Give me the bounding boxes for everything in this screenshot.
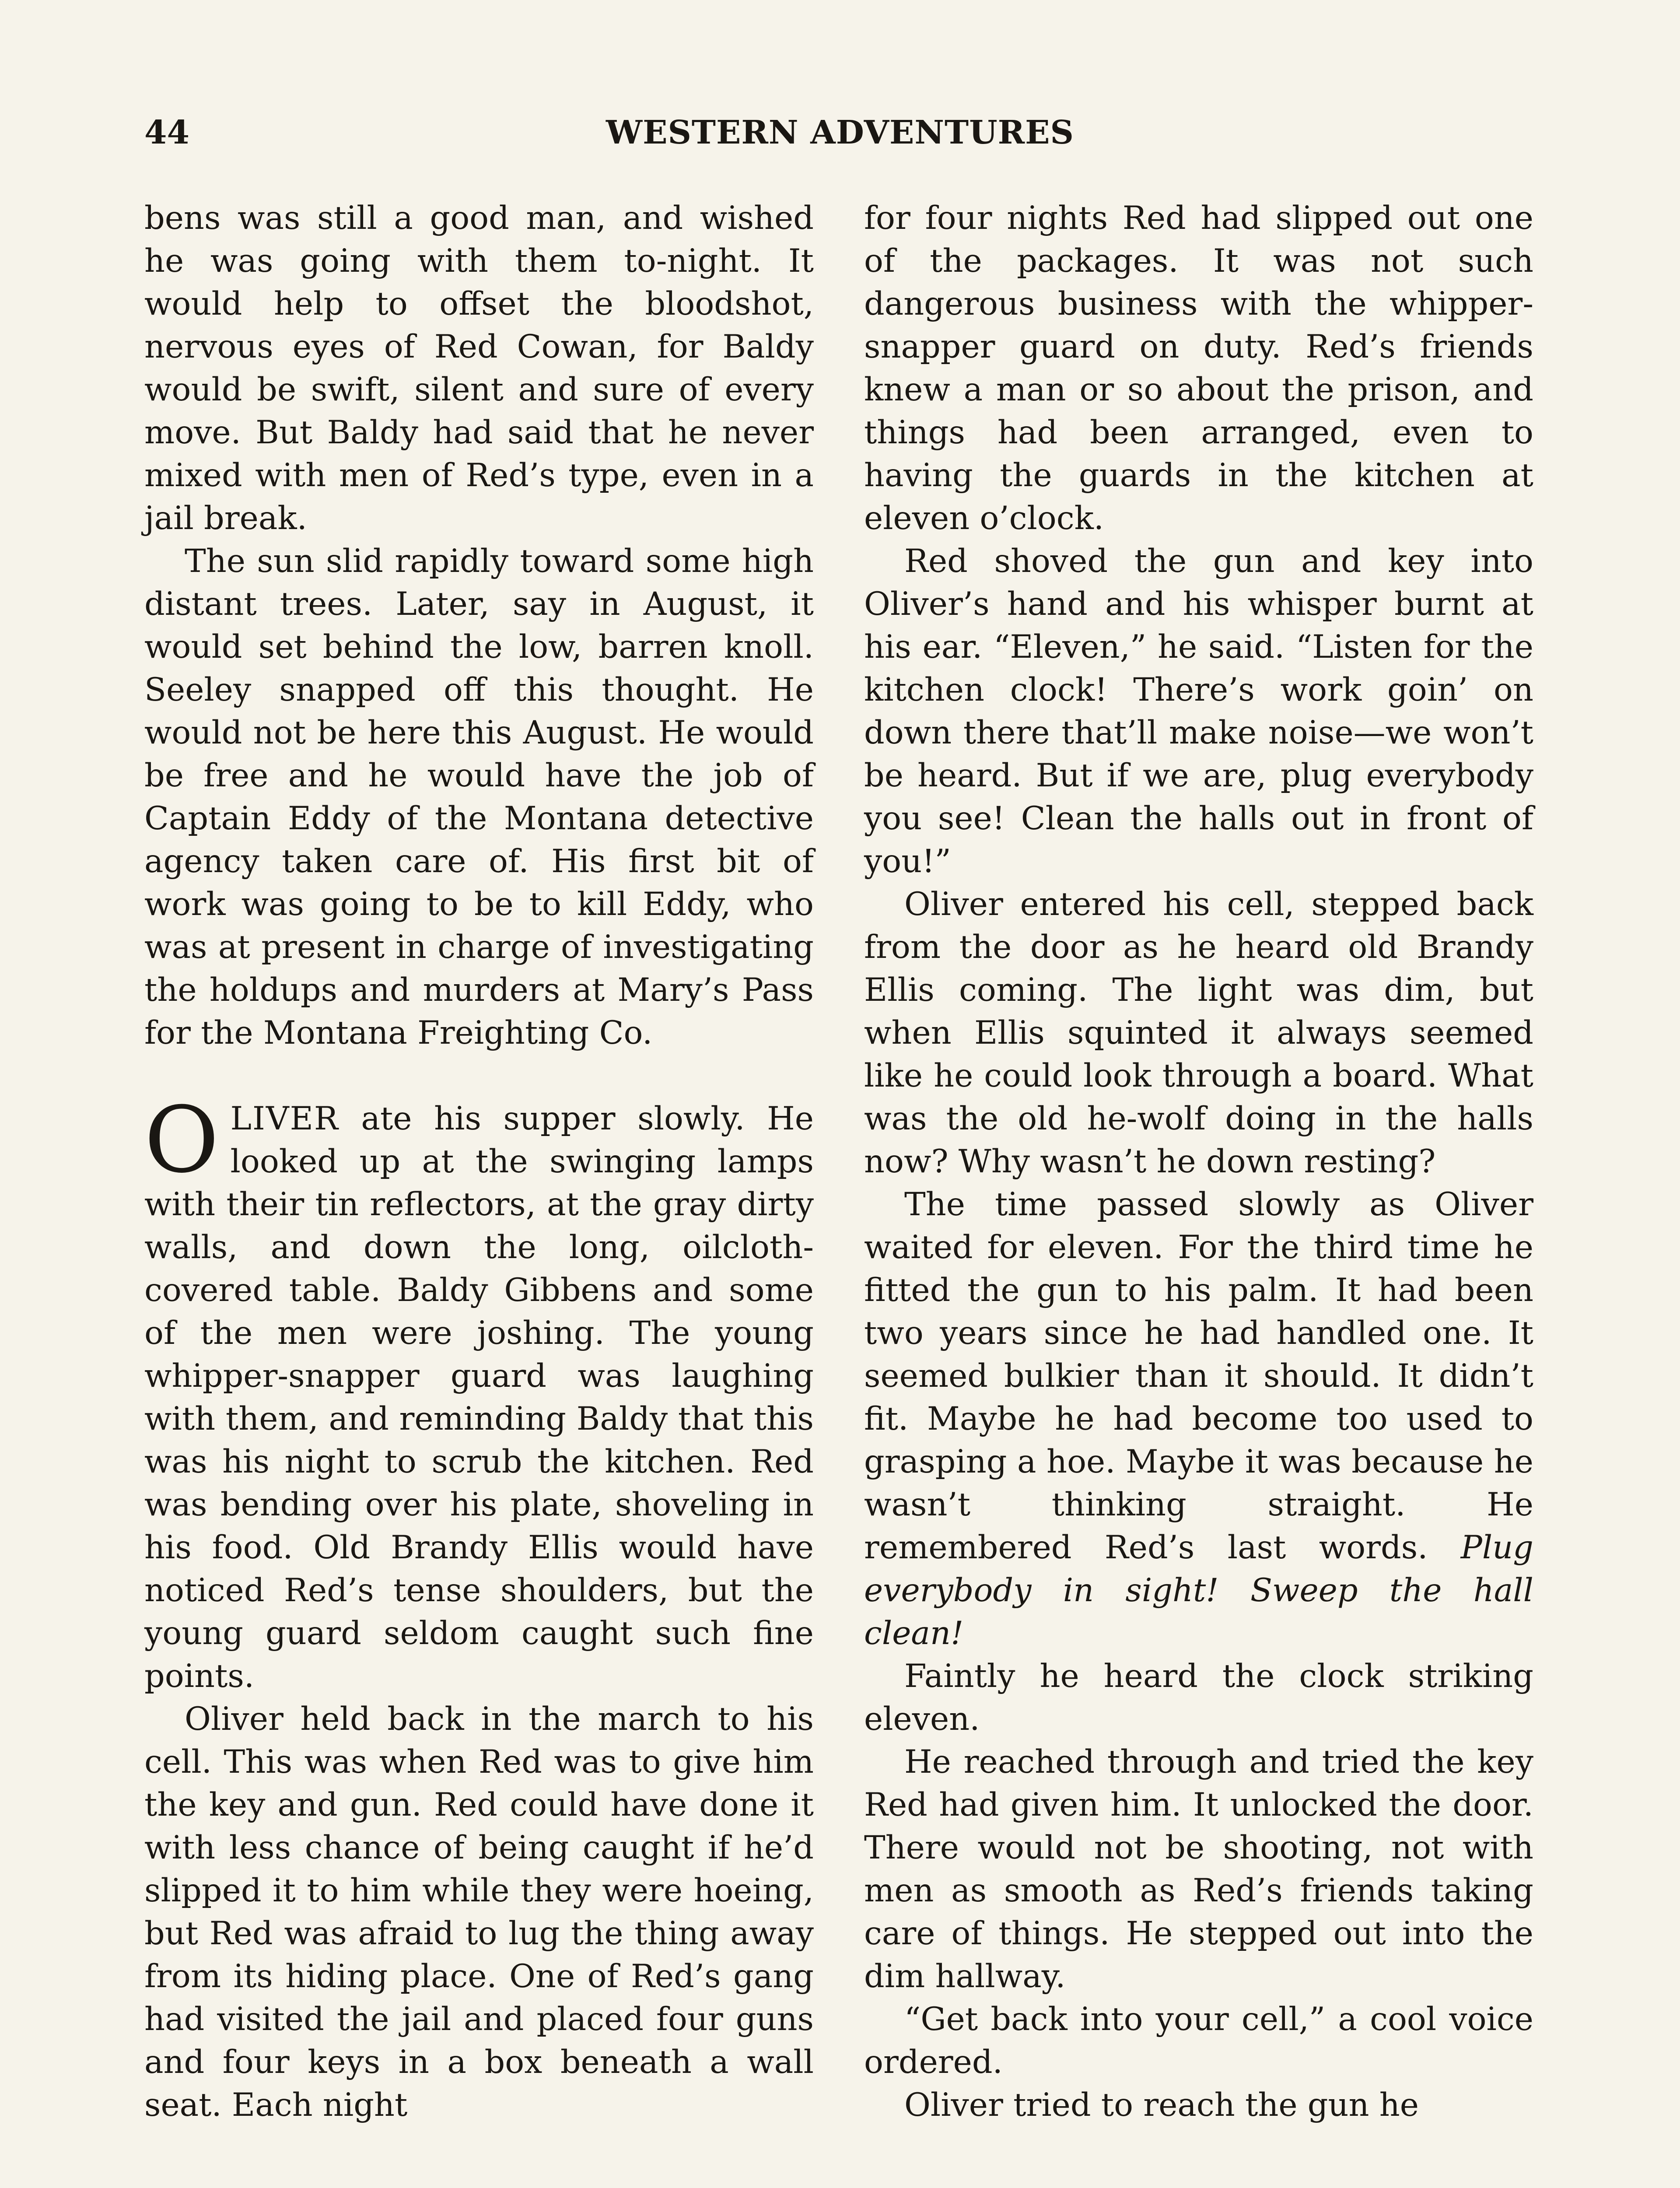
- italic-quote: Plug everybody in sight! Sweep the hall clean!: [864, 1529, 1533, 1652]
- paragraph: for four nights Red had slipped out one of the packages. It was not such dangerous business with the whipper-snapper guard on duty. Red’s friends knew a man or so about the prison, and things had been arranged, even to having the guards in the kitchen at eleven o’clock.: [864, 200, 1533, 537]
- drop-cap: O: [144, 1087, 219, 1193]
- paragraph: He reached through and tried the key Red had given him. It unlocked the door. There would not be shooting, not with men as smooth as Red’s friends taking care of things. He stepped out into the dim hallway.: [864, 1743, 1533, 1995]
- paragraph: Oliver tried to reach the gun he: [904, 2086, 1419, 2124]
- paragraph: Oliver entered his cell, stepped back from the door as he heard old Brandy Ellis coming. The light was dim, but when Ellis squinted it always seemed like he could look through a board. What was the old he-wolf doing in the halls now? Why wasn’t he down resting?: [864, 886, 1533, 1180]
- paragraph: Oliver held back in the march to his cell. This was when Red was to give him the key and gun. Red could have done it with less chance of being caught if he’d slipped it to him while they were hoeing, but Red was afraid to lug the thing away from its hiding place. One of Red’s gang had visited the jail and placed four guns and four keys in a box beneath a wall seat. Each night: [144, 1701, 814, 2124]
- section-opening-paragraph: [144, 1087, 814, 1698]
- left-column: [144, 197, 814, 2127]
- paragraph: “Get back into your cell,” a cool voice ordered.: [864, 2001, 1533, 2081]
- running-title: WESTERN ADVENTURES: [606, 114, 1074, 151]
- lead-in-small-caps: LIVER: [230, 1100, 339, 1137]
- paragraph: bens was still a good man, and wished he was going with them to-night. It would help to offset the bloodshot, nervous eyes of Red Cowan, for Baldy would be swift, silent and sure of every move. But Baldy had said that he never mixed with men of Red’s type, even in a jail break.: [144, 200, 814, 537]
- paragraph: [864, 1183, 1533, 1655]
- paragraph: The sun slid rapidly toward some high distant trees. Later, say in August, it would set behind the low, barren knoll. Seeley snapped off this thought. He would not be here this August. He would be free and he would have the job of Captain Eddy of the Montana detective agency taken care of. His first bit of work was going to be to kill Eddy, who was at present in charge of investigating the holdups and murders at Mary’s Pass for the Montana Freighting Co.: [144, 543, 814, 1052]
- paragraph-text: The time passed slowly as Oliver waited for eleven. For the third time he fitted the gun to his palm. It had been two years since he had handled one. It seemed bulkier than it should. It didn’t fit. Maybe he had become too used to grasping a hoe. Maybe it was because he wasn’t thinking straight. He remembered Red’s last words.: [864, 1186, 1533, 1566]
- paragraph: Faintly he heard the clock striking eleven.: [864, 1658, 1533, 1738]
- page-header: [144, 109, 1536, 157]
- right-column: [864, 197, 1533, 2127]
- page-number: 44: [144, 114, 189, 151]
- paragraph-text: ate his supper slowly. He looked up at the swinging lamps with their tin reflectors, at the gray dirty walls, and down the long, oilcloth-covered table. Baldy Gibbens and some of the men were joshing. The young whipper-snapper guard was laughing with them, and reminding Baldy that this was his night to scrub the kitchen. Red was bending over his plate, shoveling in his food. Old Brandy Ellis would have noticed Red’s tense shoulders, but the young guard seldom caught such fine points.: [144, 1100, 814, 1695]
- paragraph: Red shoved the gun and key into Oliver’s hand and his whisper burnt at his ear. “Eleven,” he said. “Listen for the kitchen clock! There’s work goin’ on down there that’ll make noise—we won’t be heard. But if we are, plug everybody you see! Clean the halls out in front of you!”: [864, 543, 1533, 880]
